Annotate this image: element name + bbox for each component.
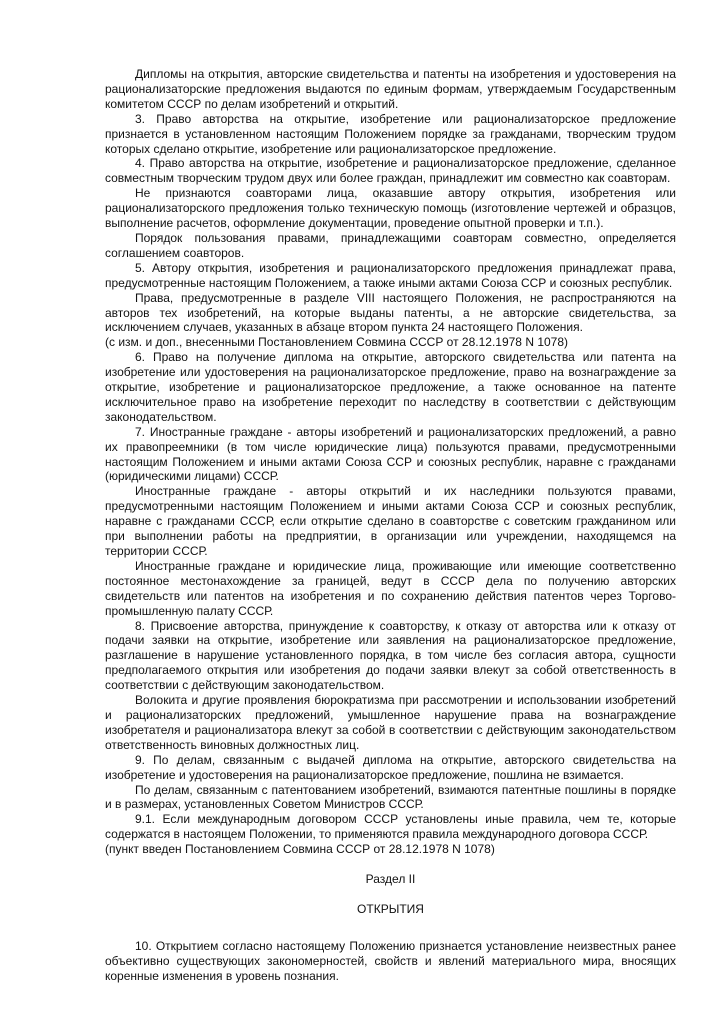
paragraph: Иностранные граждане - авторы открытий и их наследники пользуются правами, предусмотренными настоящим Положением и иными актами Союза ССР и союзных республик, наравне с гражданами СССР, если открытие сделано в соавторстве с советским гражданином или при выполнении работы на предприятии, в организации или учреждении, находящемся на территории СССР.: [105, 484, 676, 558]
spacer: [105, 857, 676, 872]
paragraph: 7. Иностранные граждане - авторы изобретений и рационализаторских предложений, а равно их правопреемники (в том числе юридические лица) пользуются правами, предусмотренными настоящим Положением и иными актами Союза ССР и союзных республик, наравне с гражданами (юридическими лицами) СССР.: [105, 424, 676, 484]
section-title: ОТКРЫТИЯ: [357, 901, 424, 916]
amendment-note: (с изм. и доп., внесенными Постановлением Совмина СССР от 28.12.1978 N 1078): [105, 335, 569, 350]
paragraph: 8. Присвоение авторства, принуждение к соавторству, к отказу от авторства или к отказу от подачи заявки на открытие, изобретение или заявления на рационализаторское предложение, разглашение в нарушение установленного порядка, в том числе без согласия автора, сущности предполагаемого открытия или изобретения до подачи заявки влекут за собой ответственность в соответствии с действующим законодательством.: [105, 618, 676, 693]
paragraph: Порядок пользования правами, принадлежащими соавторам совместно, определяется соглашением соавторов.: [105, 230, 676, 260]
paragraph: Волокита и другие проявления бюрократизма при рассмотрении и использовании изобретений и рационализаторских предложений, умышленное нарушение права на вознаграждение изобретателя и рационализатора влекут за собой в соответствии с действующим законодательством ответственность виновных должностных лиц.: [105, 693, 676, 752]
paragraph: 5. Автору открытия, изобретения и рационализаторского предложения принадлежат права, предусмотренные настоящим Положением, а также иными актами Союза ССР и союзных республик.: [105, 260, 676, 290]
paragraph: 3. Право авторства на открытие, изобретение или рационализаторское предложение признается в установленном настоящим Положением порядке за гражданами, творческим трудом которых сделано открытие, изобретение или рационализаторское предложение.: [105, 111, 676, 156]
section-label: Раздел II: [365, 872, 416, 887]
spacer: [105, 917, 676, 939]
paragraph: По делам, связанным с патентованием изобретений, взимаются патентные пошлины в порядке и в размерах, установленных Советом Министров СССР.: [105, 782, 676, 812]
paragraph: 10. Открытием согласно настоящему Положению признается установление неизвестных ранее объективно существующих закономерностей, свойств и явлений материального мира, вносящих коренные изменения в уровень познания.: [105, 938, 676, 983]
paragraph: Дипломы на открытия, авторские свидетельства и патенты на изобретения и удостоверения на рационализаторские предложения выдаются по единым формам, утверждаемым Государственным комитетом СССР по делам изобретений и открытий.: [105, 67, 676, 111]
paragraph: 9. По делам, связанным с выдачей диплома на открытие, авторского свидетельства на изобретение и удостоверения на рационализаторское предложение, пошлина не взимается.: [105, 752, 676, 782]
paragraph: 6. Право на получение диплома на открытие, авторского свидетельства или патента на изобретение или удостоверения на рационализаторское предложение, право на вознаграждение за открытие, изобретение и рационализаторское предложение, а также основанное на патенте исключительное право на изобретение переходит по наследству в соответствии с действующим законодательством.: [105, 350, 676, 424]
paragraph: 4. Право авторства на открытие, изобретение и рационализаторское предложение, сделанное совместным творческим трудом двух или более граждан, принадлежит им совместно как соавторам.: [105, 156, 676, 186]
paragraph: 9.1. Если международным договором СССР установлены иные правила, чем те, которые содержатся в настоящем Положении, то применяются правила международного договора СССР.: [105, 812, 676, 842]
paragraph: Права, предусмотренные в разделе VIII настоящего Положения, не распространяются на авторов тех изобретений, на которые выданы патенты, а не авторские свидетельства, за исключением случаев, указанных в абзаце втором пункта 24 настоящего Положения.: [105, 290, 676, 335]
paragraph: Не признаются соавторами лица, оказавшие автору открытия, изобретения или рационализаторского предложения только техническую помощь (изготовление чертежей и образцов, выполнение расчетов, оформление документации, проведение опытной проверки и т.п.).: [105, 186, 676, 231]
paragraph: Иностранные граждане и юридические лица, проживающие или имеющие соответственно постоянное местонахождение за границей, ведут в СССР дела по получению авторских свидетельств или патентов на изобретения и по сохранению действия патентов через Торгово-промышленную палату СССР.: [105, 558, 676, 618]
amendment-note: (пункт введен Постановлением Совмина СССР от 28.12.1978 N 1078): [105, 842, 495, 857]
spacer: [105, 887, 676, 902]
document-page: [105, 67, 676, 984]
